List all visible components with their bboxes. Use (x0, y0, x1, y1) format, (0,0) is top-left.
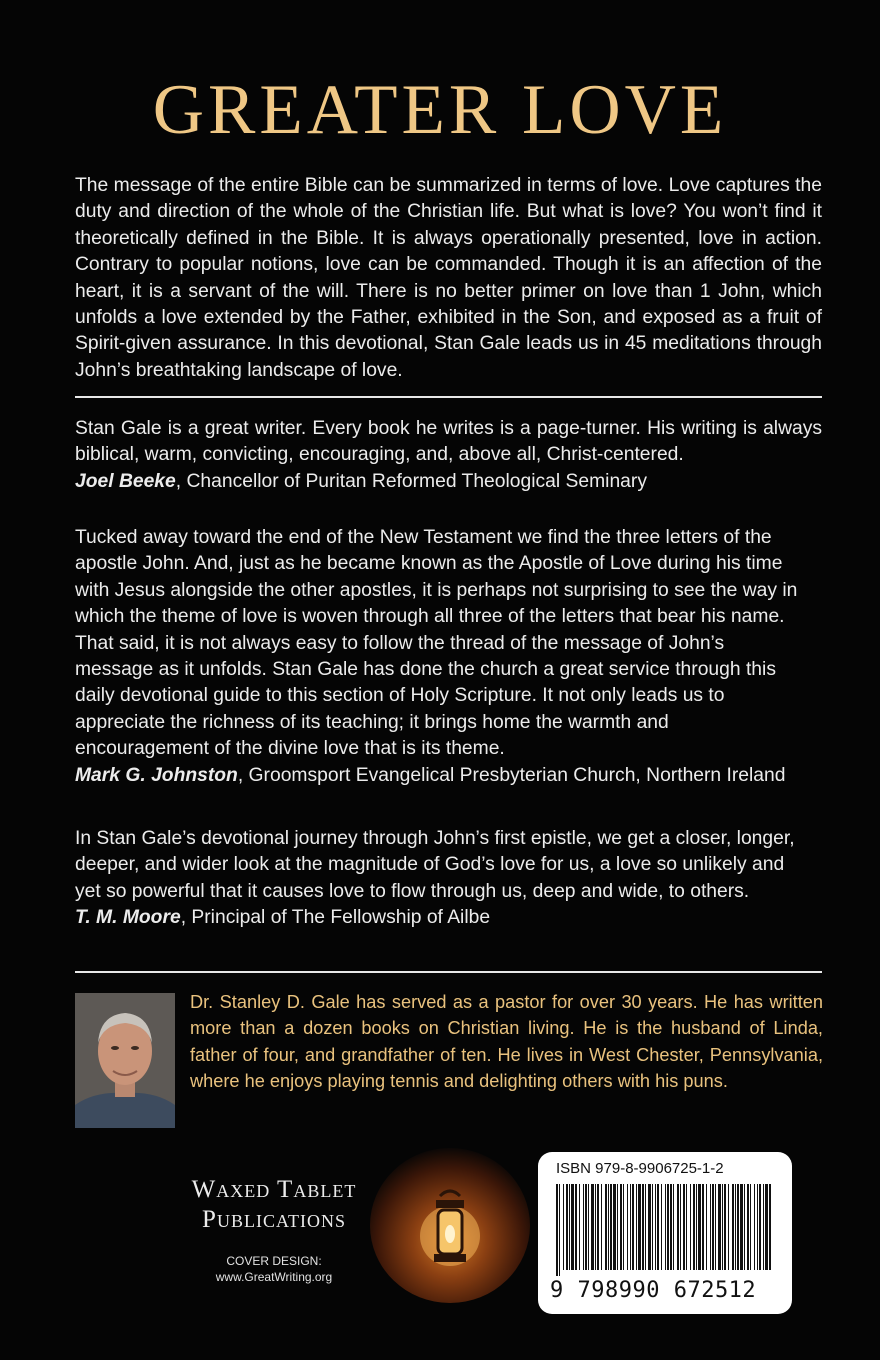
barcode-bar (595, 1184, 596, 1270)
barcode-bar (677, 1184, 679, 1270)
endorsement (75, 416, 822, 495)
barcode-bar (667, 1184, 669, 1270)
publisher-name-line1: Waxed Tablet (191, 1176, 357, 1203)
barcode-bar (715, 1184, 716, 1270)
lantern-image (370, 1148, 530, 1303)
endorser-role: , Groomsport Evangelical Presbyterian Church, Northern Ireland (237, 764, 786, 786)
barcode-bar (601, 1184, 602, 1270)
divider (75, 971, 822, 973)
barcode-bar (642, 1184, 644, 1270)
barcode-bar (617, 1184, 618, 1270)
barcode-bar (563, 1184, 564, 1270)
barcode-bar (636, 1184, 637, 1270)
barcode-icon (556, 1184, 774, 1276)
barcode-bar (566, 1184, 568, 1270)
barcode-bar (728, 1184, 729, 1270)
barcode-bar (585, 1184, 587, 1270)
endorsement-attribution (75, 763, 800, 789)
barcode-bar (724, 1184, 726, 1270)
barcode-bar (686, 1184, 687, 1270)
barcode-bar (661, 1184, 662, 1270)
barcode-bar (735, 1184, 736, 1270)
lantern-icon (370, 1148, 530, 1303)
barcode-bar (652, 1184, 653, 1270)
author-portrait-image (75, 993, 175, 1128)
barcode-bar (759, 1184, 761, 1270)
barcode-bar (765, 1184, 768, 1270)
barcode-bar (732, 1184, 734, 1270)
barcode-bar (648, 1184, 651, 1270)
endorsement-attribution (75, 905, 800, 931)
barcode-bar (583, 1184, 584, 1270)
barcode-bar (571, 1184, 574, 1270)
barcode-bar (613, 1184, 616, 1270)
endorsement (75, 826, 800, 932)
barcode-bar (608, 1184, 609, 1270)
barcode-bar (597, 1184, 599, 1270)
barcode-bar (673, 1184, 674, 1270)
endorser-name: Mark G. Johnston (75, 764, 238, 786)
barcode-bar (744, 1184, 745, 1270)
barcode-bar (690, 1184, 691, 1270)
barcode-bar (718, 1184, 721, 1270)
endorsement (75, 525, 800, 789)
barcode-bar (588, 1184, 589, 1270)
book-blurb: The message of the entire Bible can be summarized in terms of love. Love captures the duty and direction of the whole of the Christian life. But what is love? You won’t find it theoretically defined in the Bible. It is always operationally presented, love in action. Contrary to popular notions, love can be commanded. Though it is an affection of the heart, it is a servant of the will. There is no better primer on love than 1 John, which unfolds a love extended by the Father, exhibited in the Son, and exposed as a fruit of Spirit-given assurance. In this devotional, Stan Gale leads us in 45 meditations through John’s breathtaking landscape of love. (75, 175, 822, 381)
barcode-digits: 9 798990 672512 (550, 1278, 757, 1303)
barcode-bar (698, 1184, 701, 1270)
barcode-bar (591, 1184, 594, 1270)
barcode-bar (722, 1184, 723, 1270)
barcode-bar (657, 1184, 659, 1270)
barcode-bar (683, 1184, 685, 1270)
barcode-bar (645, 1184, 646, 1270)
barcode-bar (620, 1184, 622, 1270)
cover-design-label: COVER DESIGN: (226, 1254, 322, 1268)
barcode-bar (610, 1184, 612, 1270)
barcode-bar (696, 1184, 697, 1270)
barcode-bar (627, 1184, 628, 1270)
author-photo (75, 993, 175, 1128)
barcode-bar (693, 1184, 695, 1270)
endorsement-text: In Stan Gale’s devotional journey through John’s first epistle, we get a closer, longer, deeper, and wider look at the magnitude of God’s love for us, a love so unlikely and yet so powerful that it causes love to flow through us, deep and wide, to others. (75, 828, 795, 902)
barcode-bar (575, 1184, 577, 1270)
barcode-bar (750, 1184, 751, 1270)
endorser-role: , Principal of The Fellowship of Ailbe (180, 907, 491, 929)
book-title: GREATER LOVE (152, 71, 728, 149)
isbn-label: ISBN 979-8-9906725-1-2 (556, 1160, 724, 1177)
barcode-panel (538, 1152, 792, 1314)
divider (75, 396, 822, 398)
endorser-name: T. M. Moore (75, 907, 181, 929)
barcode-bar (638, 1184, 641, 1270)
barcode-bar (747, 1184, 749, 1270)
endorser-role: , Chancellor of Puritan Reformed Theological Seminary (175, 470, 647, 492)
barcode-bar (710, 1184, 711, 1270)
barcode-bar (605, 1184, 607, 1270)
cover-design-url: www.GreatWriting.org (215, 1270, 333, 1284)
endorser-name: Joel Beeke (75, 470, 176, 492)
barcode-bar (670, 1184, 672, 1270)
barcode-bar (569, 1184, 570, 1270)
barcode-bar (706, 1184, 707, 1270)
barcode-bar (754, 1184, 755, 1270)
endorsement-attribution (75, 469, 822, 495)
barcode-bar (769, 1184, 771, 1270)
barcode-bar (680, 1184, 681, 1270)
barcode-bar (623, 1184, 624, 1270)
publisher-name-line2: Publications (202, 1206, 346, 1233)
barcode-bar (579, 1184, 580, 1270)
barcode-bar (556, 1184, 558, 1276)
endorsement-text: Stan Gale is a great writer. Every book he writes is a page-turner. His writing is always biblical, warm, convicting, encouraging, and, above all, Christ-centered. (75, 418, 822, 466)
barcode-bar (665, 1184, 666, 1270)
barcode-bar (655, 1184, 656, 1270)
endorsement-text: Tucked away toward the end of the New Testament we find the three letters of the apostle John. And, just as he became known as the Apostle of Love during his time with Jesus alongside the other apostles, it is perhaps not surprising to see the way in which the theme of love is woven through all three of the letters that bear his name. That said, it is not always easy to follow the thread of the message of John’s message as it unfolds. Stan Gale has done the church a great service through this daily devotional guide to this section of Holy Scripture. It not only leads us to appreciate the richness of its teaching; it brings home the warmth and encouragement of the divine love that is its theme. (75, 527, 798, 760)
barcode-bar (737, 1184, 739, 1270)
barcode-bar (757, 1184, 758, 1270)
barcode-bar (740, 1184, 743, 1270)
barcode-bar (630, 1184, 631, 1270)
barcode-bar (702, 1184, 704, 1270)
barcode-bar (632, 1184, 634, 1270)
barcode-bar (559, 1184, 560, 1276)
barcode-bar (712, 1184, 714, 1270)
barcode-bar (763, 1184, 764, 1270)
author-bio: Dr. Stanley D. Gale has served as a pastor for over 30 years. He has written more than a dozen books on Christian living. He is the husband of Linda, father of four, and grandfather of ten. He lives in West Chester, Pennsylvania, where he enjoys playing tennis and delighting others with his puns. (190, 992, 823, 1092)
